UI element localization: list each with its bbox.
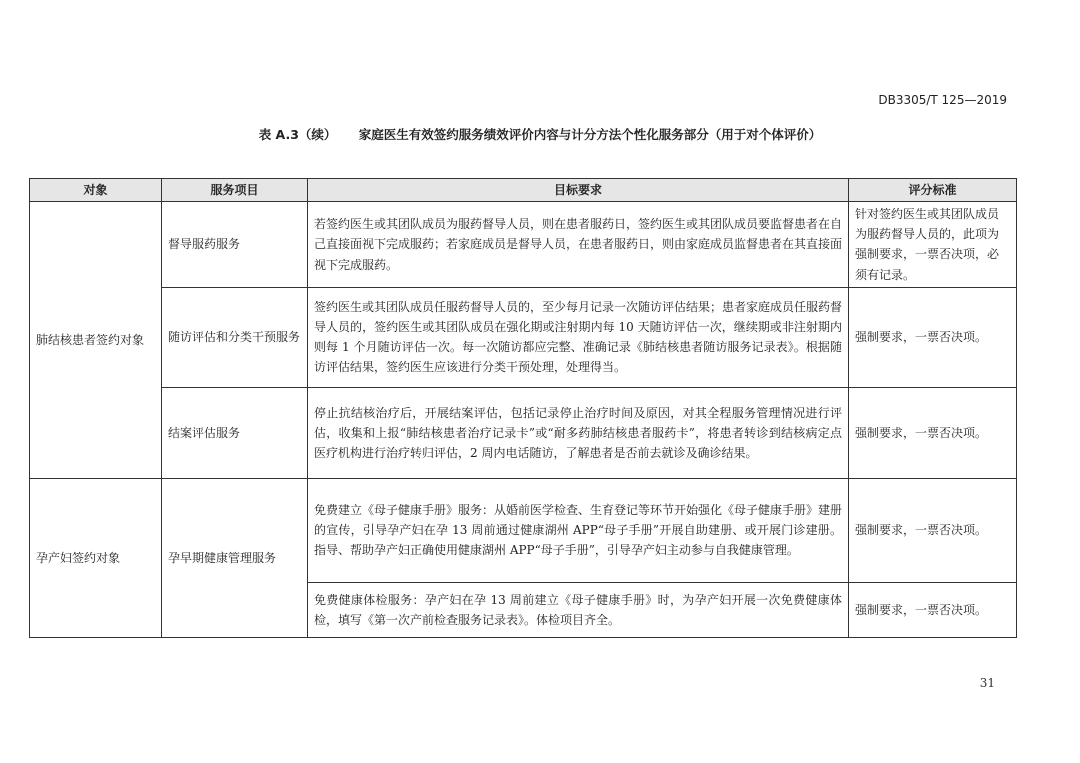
page-number: 31 (979, 676, 995, 690)
table-id: 表 A.3（续） (258, 127, 337, 142)
score-cell: 强制要求，一票否决项。 (849, 387, 1017, 478)
score-cell: 针对签约医生或其团队成员为服药督导人员的，此项为强制要求，一票否决项，必须有记录。 (849, 202, 1017, 288)
column-header-requirement: 目标要求 (308, 179, 849, 202)
requirement-cell: 免费建立《母子健康手册》服务：从婚前医学检查、生育登记等环节开始强化《母子健康手册》建册的宣传，引导孕产妇在孕 13 周前通过健康湖州 APP“母子手册”开展自助建册、或开展门诊建册。指导、帮助孕产妇正确使用健康湖州 APP“母子手册”，引导孕产妇主动参与自我健康管理。 (308, 478, 849, 582)
score-cell: 强制要求，一票否决项。 (849, 582, 1017, 637)
target-cell-tb: 肺结核患者签约对象 (30, 202, 162, 479)
requirement-cell: 停止抗结核治疗后，开展结案评估，包括记录停止治疗时间及原因，对其全程服务管理情况进行评估，收集和上报“肺结核患者治疗记录卡”或“耐多药肺结核患者服药卡”，将患者转诊到结核病定点医疗机构进行治疗转归评估，2 周内电话随访，了解患者是否前去就诊及确诊结果。 (308, 387, 849, 478)
column-header-score: 评分标准 (849, 179, 1017, 202)
table-row (30, 202, 1017, 288)
requirement-cell: 签约医生或其团队成员任服药督导人员的，至少每月记录一次随访评估结果；患者家庭成员任服药督导人员的，签约医生或其团队成员在强化期或注射期内每 10 天随访评估一次，继续期或非注射期内则每 1 个月随访评估一次。每一次随访都应完整、准确记录《肺结核患者随访服务记录表》。根据随访评估结果，签约医生应该进行分类干预处理，处理得当。 (308, 287, 849, 387)
evaluation-table (29, 178, 1017, 638)
score-cell: 强制要求，一票否决项。 (849, 287, 1017, 387)
target-cell-maternal: 孕产妇签约对象 (30, 478, 162, 637)
score-cell: 强制要求，一票否决项。 (849, 478, 1017, 582)
requirement-cell: 若签约医生或其团队成员为服药督导人员，则在患者服药日，签约医生或其团队成员要监督患者在自己直接面视下完成服药；若家庭成员是督导人员，在患者服药日，则由家庭成员监督患者在其直接面视下完成服药。 (308, 202, 849, 288)
table-title: 家庭医生有效签约服务绩效评价内容与计分方法个性化服务部分（用于对个体评价） (358, 127, 822, 142)
table-header-row (30, 179, 1017, 202)
table-row (30, 287, 1017, 387)
column-header-item: 服务项目 (162, 179, 308, 202)
document-code: DB3305/T 125—2019 (878, 93, 1007, 107)
item-cell: 结案评估服务 (162, 387, 308, 478)
table-caption (0, 125, 1080, 143)
column-header-target: 对象 (30, 179, 162, 202)
table-row (30, 387, 1017, 478)
table-row (30, 478, 1017, 582)
requirement-cell: 免费健康体检服务：孕产妇在孕 13 周前建立《母子健康手册》时，为孕产妇开展一次免费健康体检，填写《第一次产前检查服务记录表》。体检项目齐全。 (308, 582, 849, 637)
item-cell: 随访评估和分类干预服务 (162, 287, 308, 387)
item-cell: 孕早期健康管理服务 (162, 478, 308, 637)
item-cell: 督导服药服务 (162, 202, 308, 288)
